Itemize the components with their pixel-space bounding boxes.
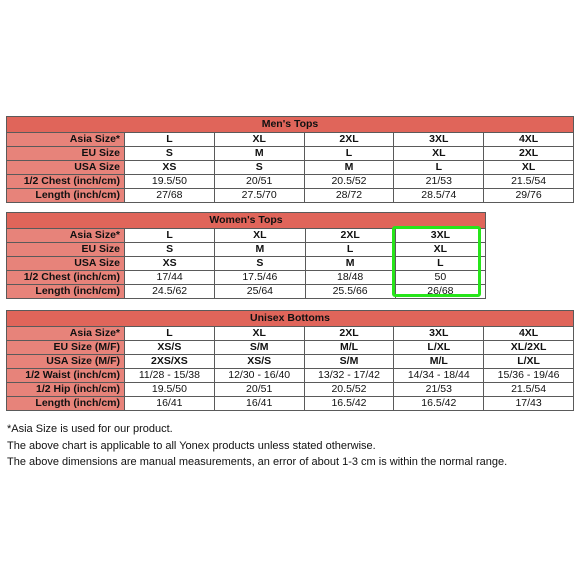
size-cell: 2XS/XS xyxy=(125,355,215,369)
row-label: Asia Size* xyxy=(7,229,125,243)
size-cell: L/XL xyxy=(394,341,484,355)
table-row xyxy=(7,147,574,161)
size-cell: L xyxy=(125,229,215,243)
size-cell: 21.5/54 xyxy=(484,175,574,189)
table-row xyxy=(7,369,574,383)
size-cell: 13/32 - 17/42 xyxy=(304,369,394,383)
row-label: EU Size xyxy=(7,147,125,161)
size-cell: S xyxy=(125,243,215,257)
size-cell: L xyxy=(125,327,215,341)
size-cell: 4XL xyxy=(484,133,574,147)
row-label: Length (inch/cm) xyxy=(7,397,125,411)
size-cell: 17.5/46 xyxy=(215,271,305,285)
size-cell: 27.5/70 xyxy=(214,189,304,203)
size-cell: M xyxy=(305,257,395,271)
table-row xyxy=(7,161,574,175)
size-cell: 3XL xyxy=(394,133,484,147)
size-cell: 18/48 xyxy=(305,271,395,285)
size-cell: 20.5/52 xyxy=(304,383,394,397)
size-cell: 24.5/62 xyxy=(125,285,215,299)
table-title-row xyxy=(7,311,574,327)
table-row xyxy=(7,133,574,147)
size-cell: XS xyxy=(125,161,215,175)
size-cell: 27/68 xyxy=(125,189,215,203)
unisex-bottoms-title: Unisex Bottoms xyxy=(7,311,574,327)
size-cell: 25.5/66 xyxy=(305,285,395,299)
table-row xyxy=(7,327,574,341)
size-cell: 16.5/42 xyxy=(394,397,484,411)
row-label: USA Size xyxy=(7,161,125,175)
row-label: 1/2 Waist (inch/cm) xyxy=(7,369,125,383)
unisex-bottoms-table xyxy=(6,310,574,411)
size-cell: 50 xyxy=(395,271,485,285)
size-cell: 2XL xyxy=(304,133,394,147)
table-title-row xyxy=(7,117,574,133)
table-row xyxy=(7,397,574,411)
mens-tops-title: Men's Tops xyxy=(7,117,574,133)
size-cell: XS/S xyxy=(214,355,304,369)
top-blank-band xyxy=(0,0,580,100)
row-label: Asia Size* xyxy=(7,327,125,341)
row-label: 1/2 Chest (inch/cm) xyxy=(7,175,125,189)
size-cell: 28.5/74 xyxy=(394,189,484,203)
size-cell: M xyxy=(214,147,304,161)
size-cell: 2XL xyxy=(484,147,574,161)
size-cell: M/L xyxy=(304,341,394,355)
table-row xyxy=(7,189,574,203)
size-cell: L xyxy=(305,243,395,257)
size-cell: 4XL xyxy=(484,327,574,341)
size-cell: XS xyxy=(125,257,215,271)
mens-tops-table xyxy=(6,116,574,203)
row-label: Asia Size* xyxy=(7,133,125,147)
size-cell: XS/S xyxy=(125,341,215,355)
size-cell: 25/64 xyxy=(215,285,305,299)
row-label: Length (inch/cm) xyxy=(7,285,125,299)
row-label: 1/2 Hip (inch/cm) xyxy=(7,383,125,397)
size-cell: 21/53 xyxy=(394,383,484,397)
size-cell: 28/72 xyxy=(304,189,394,203)
size-cell: 12/30 - 16/40 xyxy=(214,369,304,383)
womens-tops-title: Women's Tops xyxy=(7,213,486,229)
size-cell: XL xyxy=(214,133,304,147)
size-cell: XL/2XL xyxy=(484,341,574,355)
size-cell: 16.5/42 xyxy=(304,397,394,411)
size-cell: 16/41 xyxy=(214,397,304,411)
size-cell: M/L xyxy=(394,355,484,369)
size-cell: 14/34 - 18/44 xyxy=(394,369,484,383)
row-label: USA Size (M/F) xyxy=(7,355,125,369)
highlight-box-3xl xyxy=(392,226,481,297)
table-row xyxy=(7,341,574,355)
notes xyxy=(7,421,577,471)
size-cell: 26/68 xyxy=(395,285,485,299)
size-cell: XL xyxy=(395,243,485,257)
size-cell: XL xyxy=(215,229,305,243)
size-cell: 21/53 xyxy=(394,175,484,189)
row-label: USA Size xyxy=(7,257,125,271)
note-asia-size: *Asia Size is used for our product. xyxy=(7,423,173,435)
size-cell: 21.5/54 xyxy=(484,383,574,397)
size-cell: S xyxy=(215,257,305,271)
size-cell: L xyxy=(125,133,215,147)
row-label: EU Size (M/F) xyxy=(7,341,125,355)
size-cell: 20/51 xyxy=(214,383,304,397)
size-cell: S/M xyxy=(214,341,304,355)
size-cell: L xyxy=(304,147,394,161)
size-cell: 3XL xyxy=(395,229,485,243)
size-cell: M xyxy=(304,161,394,175)
size-cell: M xyxy=(215,243,305,257)
size-cell: L xyxy=(394,161,484,175)
size-cell: 17/44 xyxy=(125,271,215,285)
size-cell: 2XL xyxy=(305,229,395,243)
size-cell: 29/76 xyxy=(484,189,574,203)
size-cell: 2XL xyxy=(304,327,394,341)
size-cell: L/XL xyxy=(484,355,574,369)
size-cell: S/M xyxy=(304,355,394,369)
row-label: Length (inch/cm) xyxy=(7,189,125,203)
size-cell: XL xyxy=(214,327,304,341)
note-measurement-error: The above dimensions are manual measurements, an error of about 1-3 cm is within the normal range. xyxy=(7,456,508,468)
table-row xyxy=(7,355,574,369)
table-row xyxy=(7,175,574,189)
size-cell: 19.5/50 xyxy=(125,383,215,397)
size-cell: L xyxy=(395,257,485,271)
size-cell: 15/36 - 19/46 xyxy=(484,369,574,383)
size-cell: 11/28 - 15/38 xyxy=(125,369,215,383)
table-row xyxy=(7,383,574,397)
size-cell: S xyxy=(125,147,215,161)
size-cell: 20.5/52 xyxy=(304,175,394,189)
row-label: EU Size xyxy=(7,243,125,257)
size-cell: S xyxy=(214,161,304,175)
size-cell: 20/51 xyxy=(214,175,304,189)
size-cell: 16/41 xyxy=(125,397,215,411)
row-label: 1/2 Chest (inch/cm) xyxy=(7,271,125,285)
note-applicability: The above chart is applicable to all Yonex products unless stated otherwise. xyxy=(7,439,376,452)
size-cell: XL xyxy=(484,161,574,175)
size-cell: 3XL xyxy=(394,327,484,341)
size-cell: XL xyxy=(394,147,484,161)
size-cell: 19.5/50 xyxy=(125,175,215,189)
size-cell: 17/43 xyxy=(484,397,574,411)
